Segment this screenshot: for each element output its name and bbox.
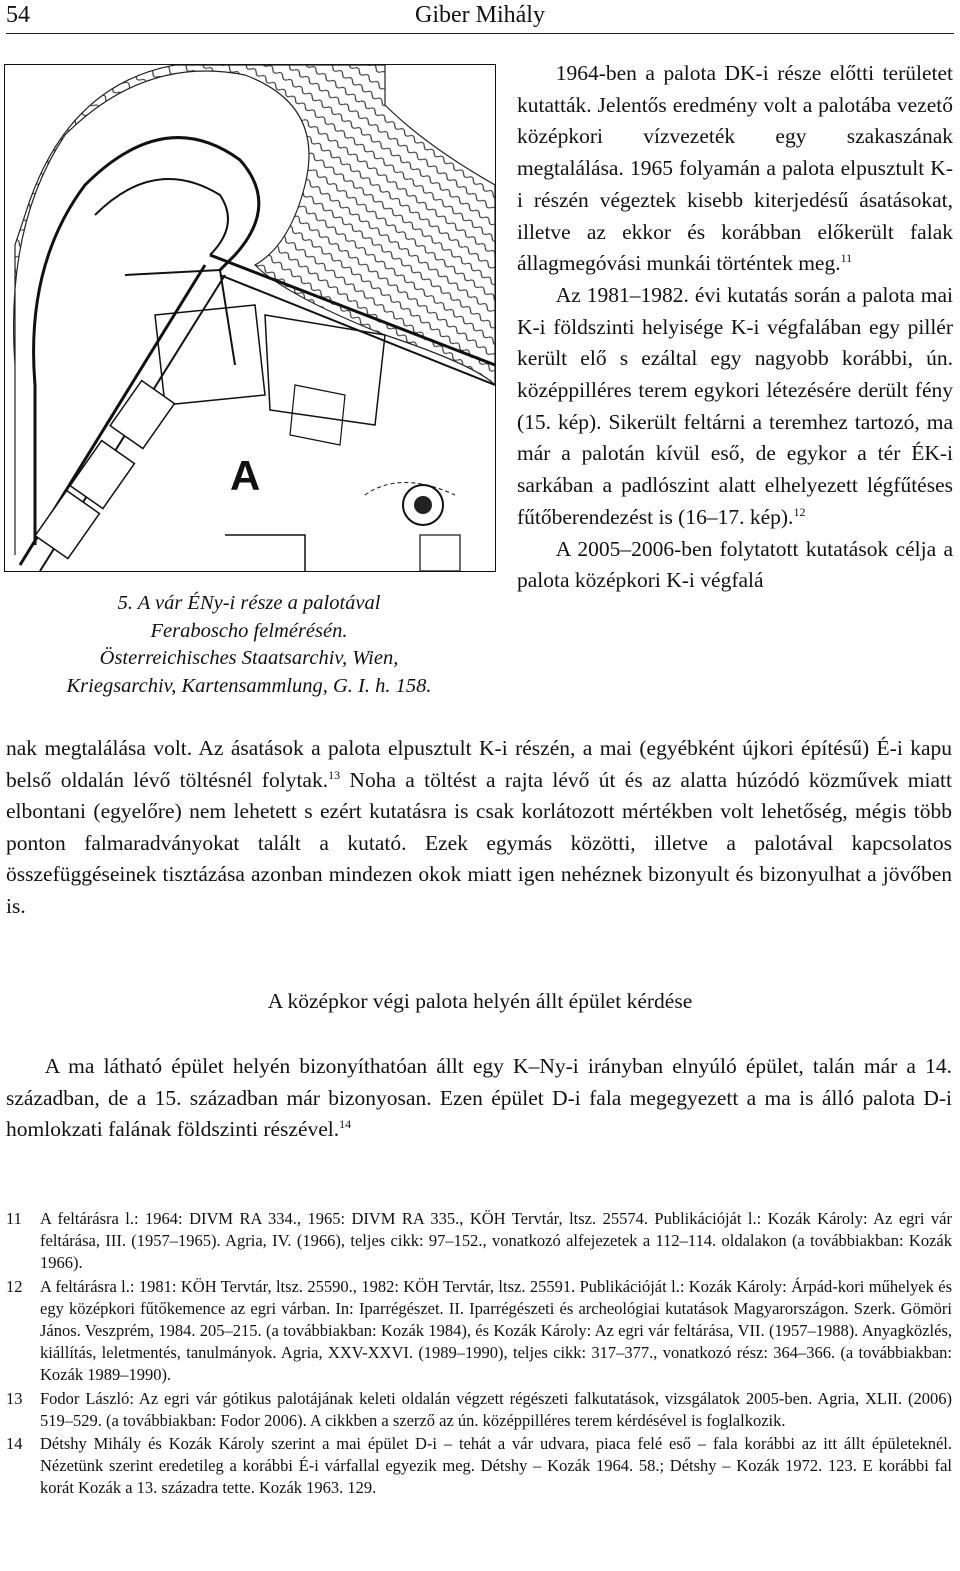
footnote-number: 13 bbox=[6, 1388, 23, 1408]
footnote-ref[interactable]: 11 bbox=[840, 251, 853, 266]
footnote-text: A feltárásra l.: 1964: DIVM RA 334., 1965: DIVM RA 335., KÖH Tervtár, ltsz. 25574. Publikációját l.: Kozák Károly: Az egri vár feltárása, III. (1957–1965). Agria, IV. (1966), teljes cikk: 97–152., vonatkozó alfejezetek a 112–114. oldalakon (a továbbiakban: Kozák 1966). bbox=[40, 1209, 952, 1273]
footnote bbox=[6, 1276, 952, 1387]
body-paragraph-continued: nak megtalálása volt. Az ásatások a palota elpusztult K-i részén, a mai (egyébként újkori építésű) É-i kapu belső oldalán lévő töltésnél folytak.$^{13}$ Noha a töltést a rajta lévő út és az alatta húzódó közművek miatt elbontani (egyelőre) nem lehetett s ezért kutatásra is csak korlátozott mértékben volt lehetőség, mégis több ponton falmaradványokat talált a kutató. Ezek egymás közötti, illetve a palotával kapcsolatos összefüggéseinek tisztázása azonban mindezen okok miatt igen nehéznek bizonyult és bizonyulhat a jövőben is. bbox=[6, 736, 952, 918]
caption-line: Feraboscho felmérésén. bbox=[150, 619, 348, 642]
footnote-ref[interactable]: 12 bbox=[793, 504, 806, 519]
footnotes bbox=[6, 1208, 952, 1501]
castle-plan-drawing bbox=[5, 65, 495, 571]
wrapped-text-column bbox=[517, 58, 953, 597]
footnote-ref[interactable]: 14 bbox=[339, 1116, 352, 1131]
caption-line: Kriegsarchiv, Kartensammlung, G. I. h. 158. bbox=[66, 674, 432, 697]
caption-line: 5. A vár ÉNy-i része a palotával bbox=[117, 592, 381, 614]
footnote bbox=[6, 1433, 952, 1500]
running-title: Giber Mihály bbox=[415, 2, 545, 28]
body-paragraph: A ma látható épület helyén bizonyíthatóan állt egy K–Ny-i irányban elnyúló épület, talán már a 14. században, de a 15. században már bizonyosan. Ezen épület D-i fala megegyezett a ma is álló palota D-i homlokzati falának földszinti részével.$^{14}$ bbox=[6, 1054, 952, 1141]
header-rule bbox=[6, 33, 954, 34]
footnote-number: 12 bbox=[6, 1276, 23, 1296]
body-paragraph: 1964-ben a palota DK-i része előtti területet kutatták. Jelentős eredmény volt a palotába vezető középkori vízvezeték egy szakaszának megtalálása. 1965 folyamán a palota elpusztult K-i részén végeztek kisebb kiterjedésű ásatásokat, illetve az ekkor és korábban előkerült falak állagmegóvási munkái történtek meg.$^{11}$ bbox=[517, 61, 953, 276]
page-number: 54 bbox=[6, 2, 30, 28]
footnote-text: A feltárásra l.: 1981: KÖH Tervtár, ltsz. 25590., 1982: KÖH Tervtár, ltsz. 25591. Publikációját l.: Kozák Károly: Árpád-kori műhelyek és egy középkori fűtőkemence az egri várban. In: Iparrégészet. II. Iparrégészeti és archeológiai kutatások Magyarországon. Szerk. Gömöri János. Veszprém, 1984. 205–215. (a továbbiakban: Kozák 1984), és Kozák Károly: Az egri vár feltárása, VII. (1957–1988). Anyagközlés, kiállítás, leletmentés, tanulmányok. Agria, XXV-XXVI. (1989–1990), teljes cikk: 317–377., vonatkozó rész: 364–366. (a továbbiakban: Kozák 1989–1990). bbox=[40, 1276, 952, 1385]
footnote-number: 14 bbox=[6, 1434, 23, 1454]
map-label-a: A bbox=[230, 452, 261, 499]
footnote-text: Fodor László: Az egri vár gótikus palotájának keleti oldalán végzett régészeti falkutatások, vizsgálatok 2005-ben. Agria, XLII. (2006) 519–529. (a továbbiakban: Fodor 2006). A cikkben a szerző az ún. középpilléres terem kérdésével is foglalkozik. bbox=[40, 1388, 952, 1430]
castle-plan-figure bbox=[4, 64, 496, 572]
footnote bbox=[6, 1208, 952, 1275]
body-paragraph-start: A 2005–2006-ben folytatott kutatások célja a palota középkori K-i végfalá bbox=[517, 536, 953, 593]
footnote-text: Détshy Mihály és Kozák Károly szerint a mai épület D-i – tehát a vár udvara, piaca felé eső – fala korábbi az itt állt épületeknél. Nézetünk szerint eredetileg a korábbi É-i várfallal egyezik meg. Détshy – Kozák 1964. 58.; Détshy – Kozák 1972. 123. E korábbi fal korát Kozák a 13. századra tette. Kozák 1963. 129. bbox=[40, 1434, 952, 1498]
section-heading: A középkor végi palota helyén állt épület kérdése bbox=[267, 989, 693, 1013]
full-width-text bbox=[6, 733, 952, 922]
footnote bbox=[6, 1388, 952, 1432]
figure-caption bbox=[4, 590, 494, 700]
caption-line: Österreichisches Staatsarchiv, Wien, bbox=[99, 647, 399, 669]
section-body bbox=[6, 1051, 952, 1146]
page-header bbox=[6, 0, 954, 34]
footnote-number: 11 bbox=[6, 1209, 22, 1228]
bastion-outline bbox=[34, 138, 259, 545]
body-paragraph: Az 1981–1982. évi kutatás során a palota mai K-i földszinti helyisége K-i végfalában egy pillér került elő s ezáltal egy nagyobb korábbi, ún. középpilléres terem egykori létezésére derült fény (15. kép). Sikerült feltárni a teremhez tartozó, ma már a palotán kívül eső, de egykor a tér ÉK-i sarkában a padlószint alatt elhelyezett légfűtéses fűtőberendezést is (16–17. kép).$^{12}$ bbox=[517, 282, 953, 529]
footnote-ref[interactable]: 13 bbox=[328, 767, 341, 782]
